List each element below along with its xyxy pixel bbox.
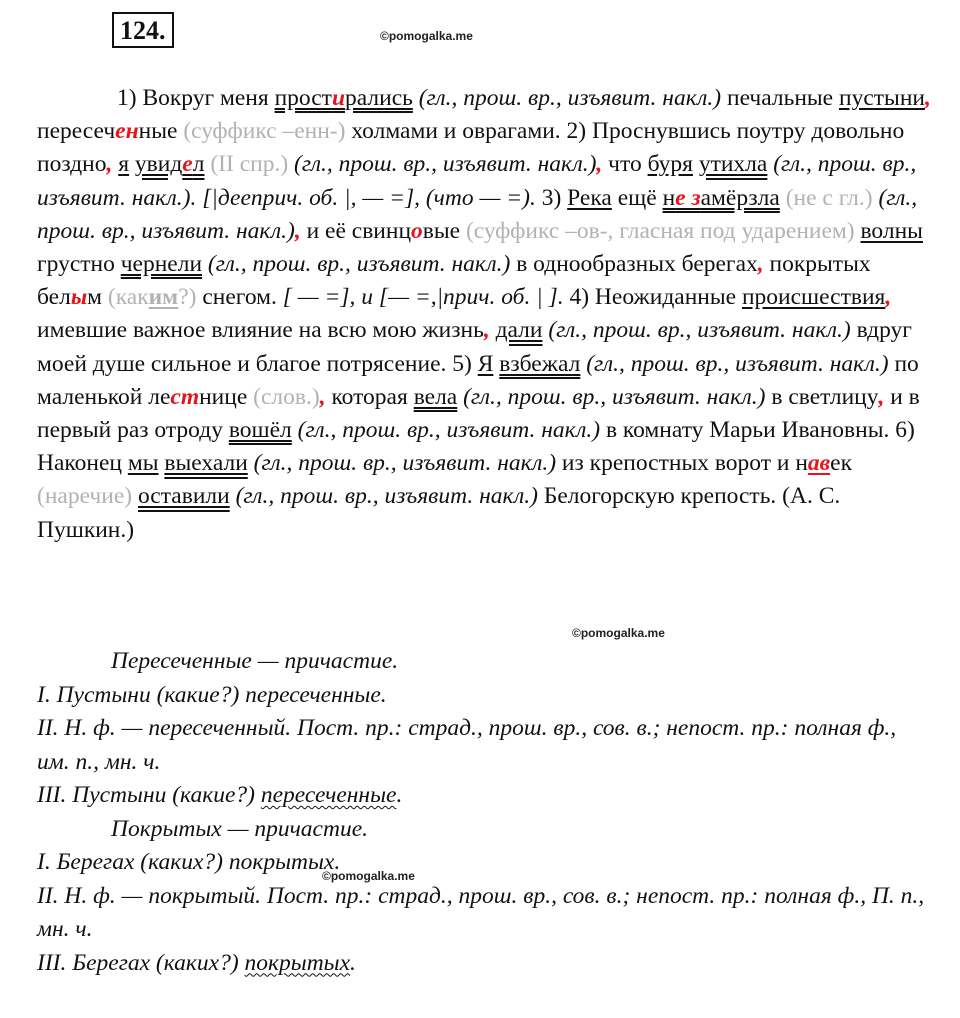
watermark-top: ©pomogalka.me (380, 29, 473, 43)
red-comma: , (757, 251, 764, 278)
scheme-note: (гл., прош. вр., изъявит. накл.). [|дееприч. об. |, — =], (что — =). (37, 151, 917, 211)
grammar-note: (гл., прош. вр., изъявит. накл.) (202, 251, 511, 278)
predicate-word: утихла (698, 151, 768, 178)
grammar-note: (гл., прош. вр., изъявит. накл.) (288, 151, 597, 178)
gray-note: (каким?) (107, 284, 197, 311)
gray-note: (наречие) (37, 483, 133, 510)
predicate-word: выехали (164, 450, 248, 477)
analysis-line: III. Берегах (каких?) покрытых. (37, 949, 356, 976)
gray-note: (II спр.) (210, 151, 289, 178)
analysis-line: II. Н. ф. — покрытый. Пост. пр.: страд., прош. вр., сов. в.; непост. пр.: полная ф., П. п., мн. ч. (37, 882, 925, 942)
grammar-note: (гл., прош. вр., изъявит. накл.) (291, 417, 601, 444)
gray-note: (слов.) (253, 383, 320, 410)
analysis-line: I. Берегах (каких?) покрытых. (37, 849, 341, 875)
predicate-word: увидел (134, 151, 205, 178)
watermark-bottom: ©pomogalka.me (322, 869, 415, 883)
subject-word: мы (127, 450, 159, 477)
predicate-word: дали (495, 317, 543, 344)
wavy-underlined-word: пересеченные (260, 782, 397, 808)
grammar-note: (гл., прош. вр., изъявит. накл.) (37, 184, 918, 244)
subject-word: Река (567, 184, 612, 211)
subject-word: происшествия (741, 284, 886, 311)
grammar-note: (гл., прош. вр., изъявит. накл.) (412, 85, 722, 111)
red-comma: , (885, 284, 892, 311)
red-letters: о (411, 217, 423, 244)
red-letters: ен (115, 118, 139, 145)
text-run: 1) Вокруг меня (117, 85, 275, 111)
red-letters: ы (70, 284, 88, 311)
red-comma: , (596, 151, 603, 178)
grammar-note: (гл., прош. вр., изъявит. накл.) (247, 450, 557, 477)
gray-note: (не с гл.) (785, 184, 873, 211)
exercise-text: 1) Вокруг меня простирались (гл., прош. вр., изъявит. накл.) печальные пустыни, пересеченные (суффикс –енн-) холмами и оврагами. 2) Проснувшись поутру довольно поздно, я увидел (II спр.) (гл., прош. вр., изъявит. накл.), что буря утихла (гл., прош. вр., изъявит. накл.). [|дееприч. об. |, — =], (что — =). 3) Река ещё не замёрзла (не с гл.) (гл., прош. вр., изъявит. накл.), и её свинцовые (суффикс –ов-, гласная под ударением) волны грустно чернели (гл., прош. вр., изъявит. накл.) в однообразных берегах, покрытых белым (каким?) снегом. [ — =], и [— =,|прич. об. | ]. 4) Неожиданные происшествия, имевшие важное влияние на всю мою жизнь, дали (гл., прош. вр., изъявит. накл.) вдруг моей душе сильное и благое потрясение. 5) Я взбежал (гл., прош. вр., изъявит. накл.) по маленькой лестнице (слов.), которая вела (гл., прош. вр., изъявит. накл.) в светлицу, и в первый раз отроду вошёл (гл., прош. вр., изъявит. накл.) в комнату Марьи Ивановны. 6) Наконец мы выехали (гл., прош. вр., изъявит. накл.) из крепостных ворот и навек (наречие) оставили (гл., прош. вр., изъявит. накл.) Белогорскую крепость. (А. С. Пушкин.) (37, 85, 931, 543)
wavy-underlined-word: покрытых (244, 949, 351, 976)
red-comma: , (878, 383, 885, 410)
subject-word: буря (647, 151, 693, 178)
predicate-word: взбежал (499, 350, 581, 377)
subject-word: волны (860, 217, 923, 244)
subject-word: Я (477, 350, 494, 377)
exercise-number: 124. (112, 12, 174, 48)
analysis-line: III. Пустыни (какие?) пересеченные. (37, 782, 403, 808)
predicate-word: чернели (120, 251, 203, 278)
red-comma: , (924, 85, 931, 111)
watermark-mid: ©pomogalka.me (572, 626, 665, 640)
analysis-line: II. Н. ф. — пересеченный. Пост. пр.: страд., прош. вр., сов. в.; непост. пр.: полная ф., им. п., мн. ч. (37, 715, 897, 775)
red-comma: , (483, 317, 490, 344)
subject-word: я (118, 151, 130, 178)
grammar-note: (гл., прош. вр., изъявит. накл.) (229, 483, 538, 510)
predicate-word: простирались (274, 85, 413, 111)
red-comma: , (319, 383, 326, 410)
red-letters: ав (807, 450, 831, 477)
predicate-word: оставили (137, 483, 230, 510)
red-letters: ст (170, 383, 200, 410)
red-comma: , (106, 151, 113, 178)
predicate-word: вела (413, 383, 458, 410)
subject-word: пустыни (839, 85, 925, 111)
grammar-note: (гл., прош. вр., изъявит. накл.) (542, 317, 851, 344)
analysis-title: Пересеченные — причастие. (111, 648, 399, 674)
gray-note: (суффикс –ов-, гласная под ударением) (465, 217, 855, 244)
morphological-analysis (37, 645, 932, 980)
analysis-title: Покрытых — причастие. (111, 815, 369, 842)
analysis-line: I. Пустыни (какие?) пересеченные. (37, 681, 387, 708)
scheme-note: [ — =], и [— =,|прич. об. | ]. (276, 284, 564, 311)
red-comma: , (294, 217, 301, 244)
predicate-word: вошёл (228, 417, 292, 444)
predicate-word: не замёрзла (662, 184, 780, 211)
grammar-note: (гл., прош. вр., изъявит. накл.) (580, 350, 889, 377)
gray-note: (суффикс –енн-) (183, 118, 346, 145)
grammar-note: (гл., прош. вр., изъявит. накл.) (457, 383, 766, 410)
